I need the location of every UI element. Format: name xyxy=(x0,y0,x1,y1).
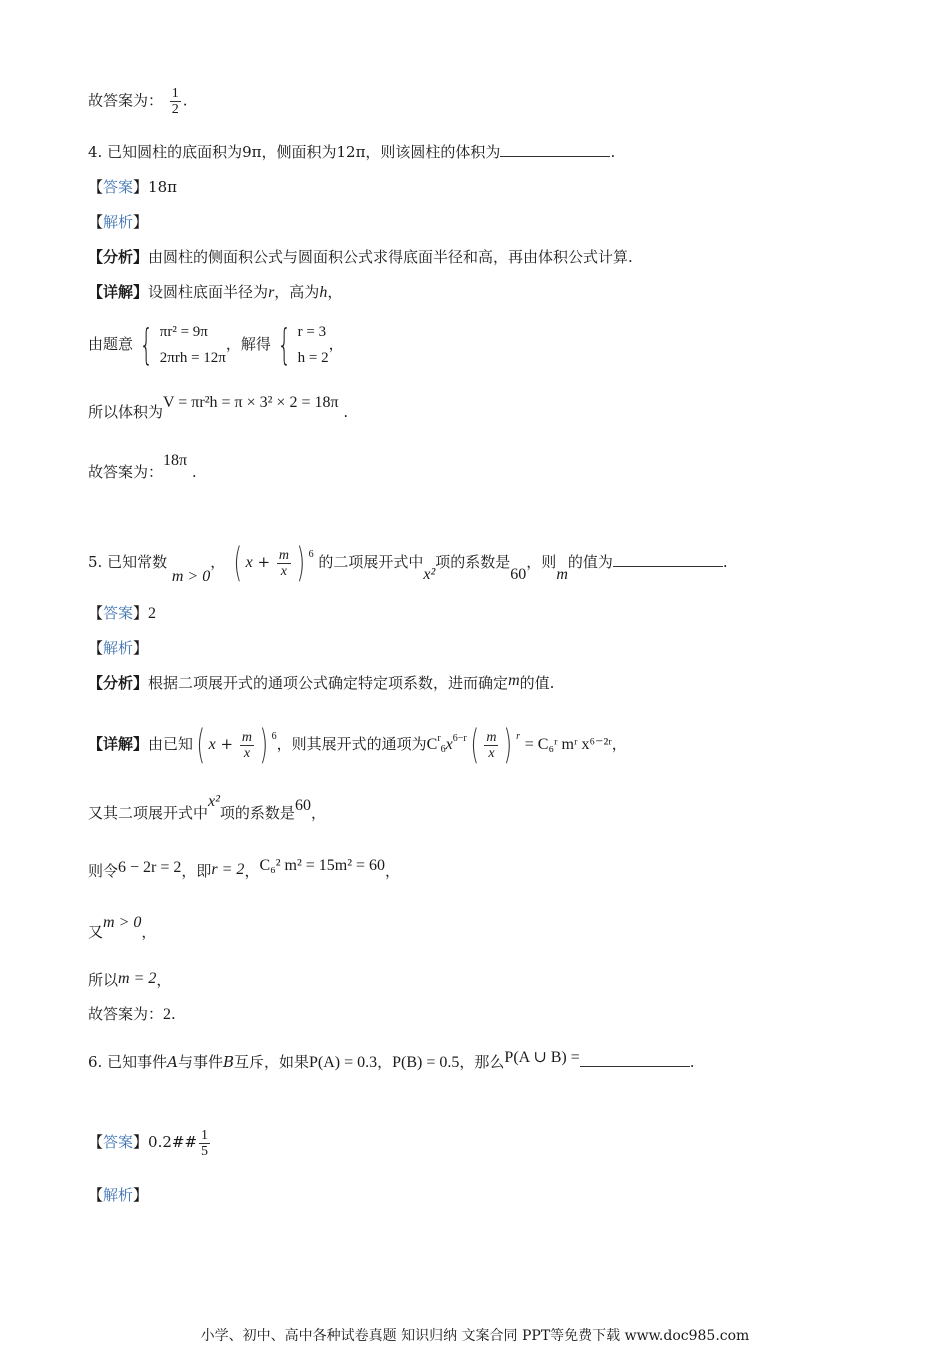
page-footer: 小学、初中、高中各种试卷真题 知识归纳 文案合同 PPT等免费下载 www.doc985.com xyxy=(200,1328,750,1344)
q4-question: 4. 已知圆柱的底面积为9π，侧面积为12π，则该圆柱的体积为 . xyxy=(88,143,616,161)
q4-system: 由题意 { πr² = 9π 2πrh = 12π ，解得 { r = 3 h = 2 ， xyxy=(88,320,344,369)
q5-answer: 【答案】2 xyxy=(88,604,157,622)
q5-analysis-label: 【解析】 xyxy=(88,639,149,657)
answer-blank xyxy=(580,1052,690,1067)
q3-final-answer: 故答案为： $\frac{1}{2}$ . xyxy=(88,86,188,117)
q5-let: 则令6 − 2r = 2，即r = 2，C₆² m² = 15m² = 60， xyxy=(88,857,401,880)
q5-also: 又m > 0， xyxy=(88,914,157,941)
q5-again: 又其二项展开式中x²项的系数是60， xyxy=(88,793,326,822)
q6-analysis-label: 【解析】 xyxy=(88,1186,149,1204)
answer-blank xyxy=(500,142,610,157)
fraction: $\frac{1}{2}$ xyxy=(171,86,179,117)
q4-answer: 【答案】18π xyxy=(88,178,177,196)
answer-blank xyxy=(613,552,723,567)
q4-fenxi: 【分析】由圆柱的侧面积公式与圆面积公式求得底面半径和高，再由体积公式计算. xyxy=(88,248,633,266)
q5-fenxi: 【分析】根据二项展开式的通项公式确定特定项系数，进而确定m的值. xyxy=(88,672,555,692)
q6-answer: 【答案】0.2## $\frac{1}{5}$ xyxy=(88,1127,209,1159)
q4-volume: 所以体积为V = πr²h = π × 3² × 2 = 18π . xyxy=(88,394,349,421)
q4-final: 故答案为：18π . xyxy=(88,452,197,481)
q5-final: 故答案为：2. xyxy=(88,1005,176,1023)
q6-question: 6. 已知事件A与事件B互斥，如果P(A) = 0.3，P(B) = 0.5，那么P(A ∪ B) = . xyxy=(88,1049,695,1071)
solution-system: r = 3 h = 2 xyxy=(297,324,329,366)
q5-xiangjie: 【详解】由已知( x + $\frac{m}{x}$ ) $^6$，则其展开式的通项为$C^r_6x^{6-r}$( $\frac{m}{x}$ ) $^r$ = C₆ʳ mʳ x⁶⁻²ʳ， xyxy=(88,722,627,768)
q4-analysis-label: 【解析】 xyxy=(88,213,149,231)
equation-system: πr² = 9π 2πrh = 12π xyxy=(159,324,226,366)
q4-xiangjie: 【详解】设圆柱底面半径为r，高为h， xyxy=(88,283,343,301)
q5-question: 5. 已知常数 m > 0， ( x + $\frac{m}{x}$ ) $^6$ 的二项展开式中x²项的系数是60，则m的值为 . xyxy=(88,540,728,586)
q5-so: 所以m = 2， xyxy=(88,970,172,989)
